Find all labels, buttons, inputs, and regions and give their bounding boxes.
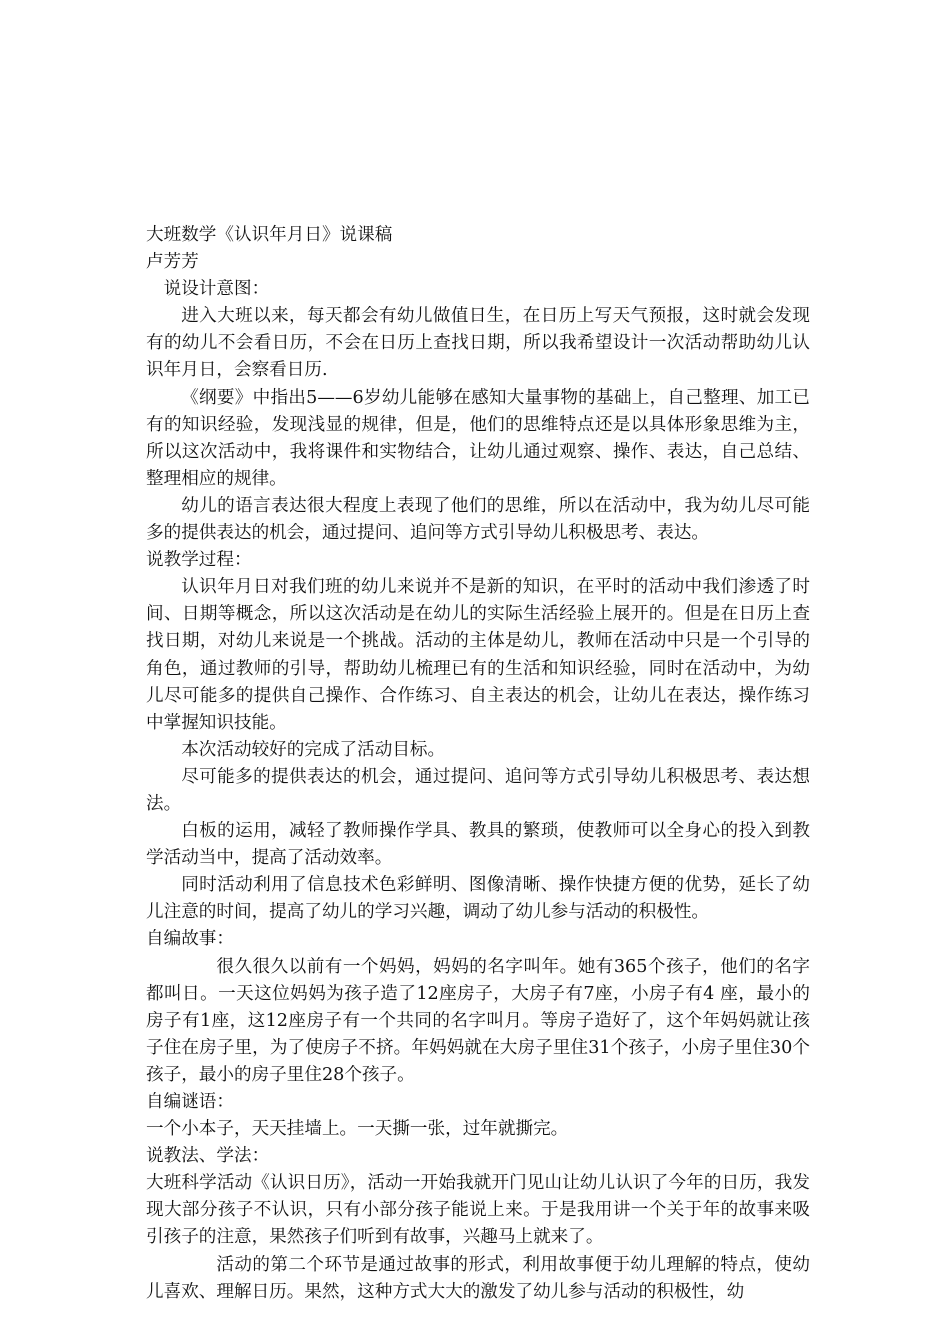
section-heading-process: 说教学过程： <box>146 550 252 571</box>
method-paragraph-1: 大班科学活动《认识日历》，活动一开始我就开门见山让幼儿认识了今年的日历，我发现大部分孩子不认识，只有小部分孩子能说上来。于是我用讲一个关于年的故事来吸引孩子的注意，果然孩子们听到有故事，兴趣马上就来了。 <box>146 1173 810 1248</box>
process-paragraph-1: 认识年月日对我们班的幼儿来说并不是新的知识，在平时的活动中我们渗透了时间、日期等概念，所以这次活动是在幼儿的实际生活经验上展开的。但是在日历上查找日期，对幼儿来说是一个挑战。活动的主体是幼儿，教师在活动中只是一个引导的角色，通过教师的引导，帮助幼儿梳理已有的生活和知识经验，同时在活动中，为幼儿尽可能多的提供自己操作、合作练习、自主表达的机会，让幼儿在表达，操作练习中掌握知识技能。 <box>146 577 810 733</box>
process-paragraph-3: 尽可能多的提供表达的机会，通过提问、追问等方式引导幼儿积极思考、表达想法。 <box>146 766 810 814</box>
method-paragraph-2: 活动的第二个环节是通过故事的形式，利用故事便于幼儿理解的特点，使幼儿喜欢、理解日历。果然，这种方式大大的激发了幼儿参与活动的积极性，幼 <box>146 1254 810 1302</box>
design-paragraph-3: 幼儿的语言表达很大程度上表现了他们的思维，所以在活动中，我为幼儿尽可能多的提供表达的机会，通过提问、追问等方式引导幼儿积极思考、表达。 <box>146 495 810 544</box>
document-page <box>146 222 810 1306</box>
design-paragraph-2: 《纲要》中指出5——6岁幼儿能够在感知大量事物的基础上，自己整理、加工已有的知识经验，发现浅显的规律，但是，他们的思维特点还是以具体形象思维为主，所以这次活动中，我将课件和实物结合，让幼儿通过观察、操作、表达，自己总结、整理相应的规律。 <box>146 387 810 489</box>
process-paragraph-2: 本次活动较好的完成了活动目标。 <box>181 739 446 760</box>
story-paragraph: 很久很久以前有一个妈妈，妈妈的名字叫年。她有365个孩子，他们的名字都叫日。一天这位妈妈为孩子造了12座房子，大房子有7座，小房子有4 座，最小的房子有1座，这12座房子有一个共同的名字叫月。等房子造好了，这个年妈妈就让孩子住在房子里，为了使房子不挤。年妈妈就在大房子里住31个孩子，小房子里住30个孩子，最小的房子里住28个孩子。 <box>146 956 810 1085</box>
section-heading-method: 说教法、学法： <box>146 1146 270 1167</box>
document-title: 大班数学《认识年月日》说课稿 <box>146 225 393 245</box>
process-paragraph-4: 白板的运用，减轻了教师操作学具、教具的繁琐，使教师可以全身心的投入到教学活动当中，提高了活动效率。 <box>146 821 810 869</box>
section-heading-design: 说设计意图： <box>163 279 270 300</box>
section-heading-riddle: 自编谜语： <box>146 1092 234 1112</box>
section-heading-story: 自编故事： <box>146 929 234 950</box>
document-author: 卢芳芳 <box>146 252 199 273</box>
process-paragraph-5: 同时活动利用了信息技术色彩鲜明、图像清晰、操作快捷方便的优势，延长了幼儿注意的时间，提高了幼儿的学习兴趣，调动了幼儿参与活动的积极性。 <box>146 875 810 923</box>
design-paragraph-1: 进入大班以来，每天都会有幼儿做值日生，在日历上写天气预报，这时就会发现有的幼儿不会看日历，不会在日历上查找日期，所以我希望设计一次活动帮助幼儿认识年月日，会察看日历. <box>146 306 810 381</box>
riddle-text: 一个小本子，天天挂墙上。一天撕一张，过年就撕完。 <box>146 1119 569 1140</box>
